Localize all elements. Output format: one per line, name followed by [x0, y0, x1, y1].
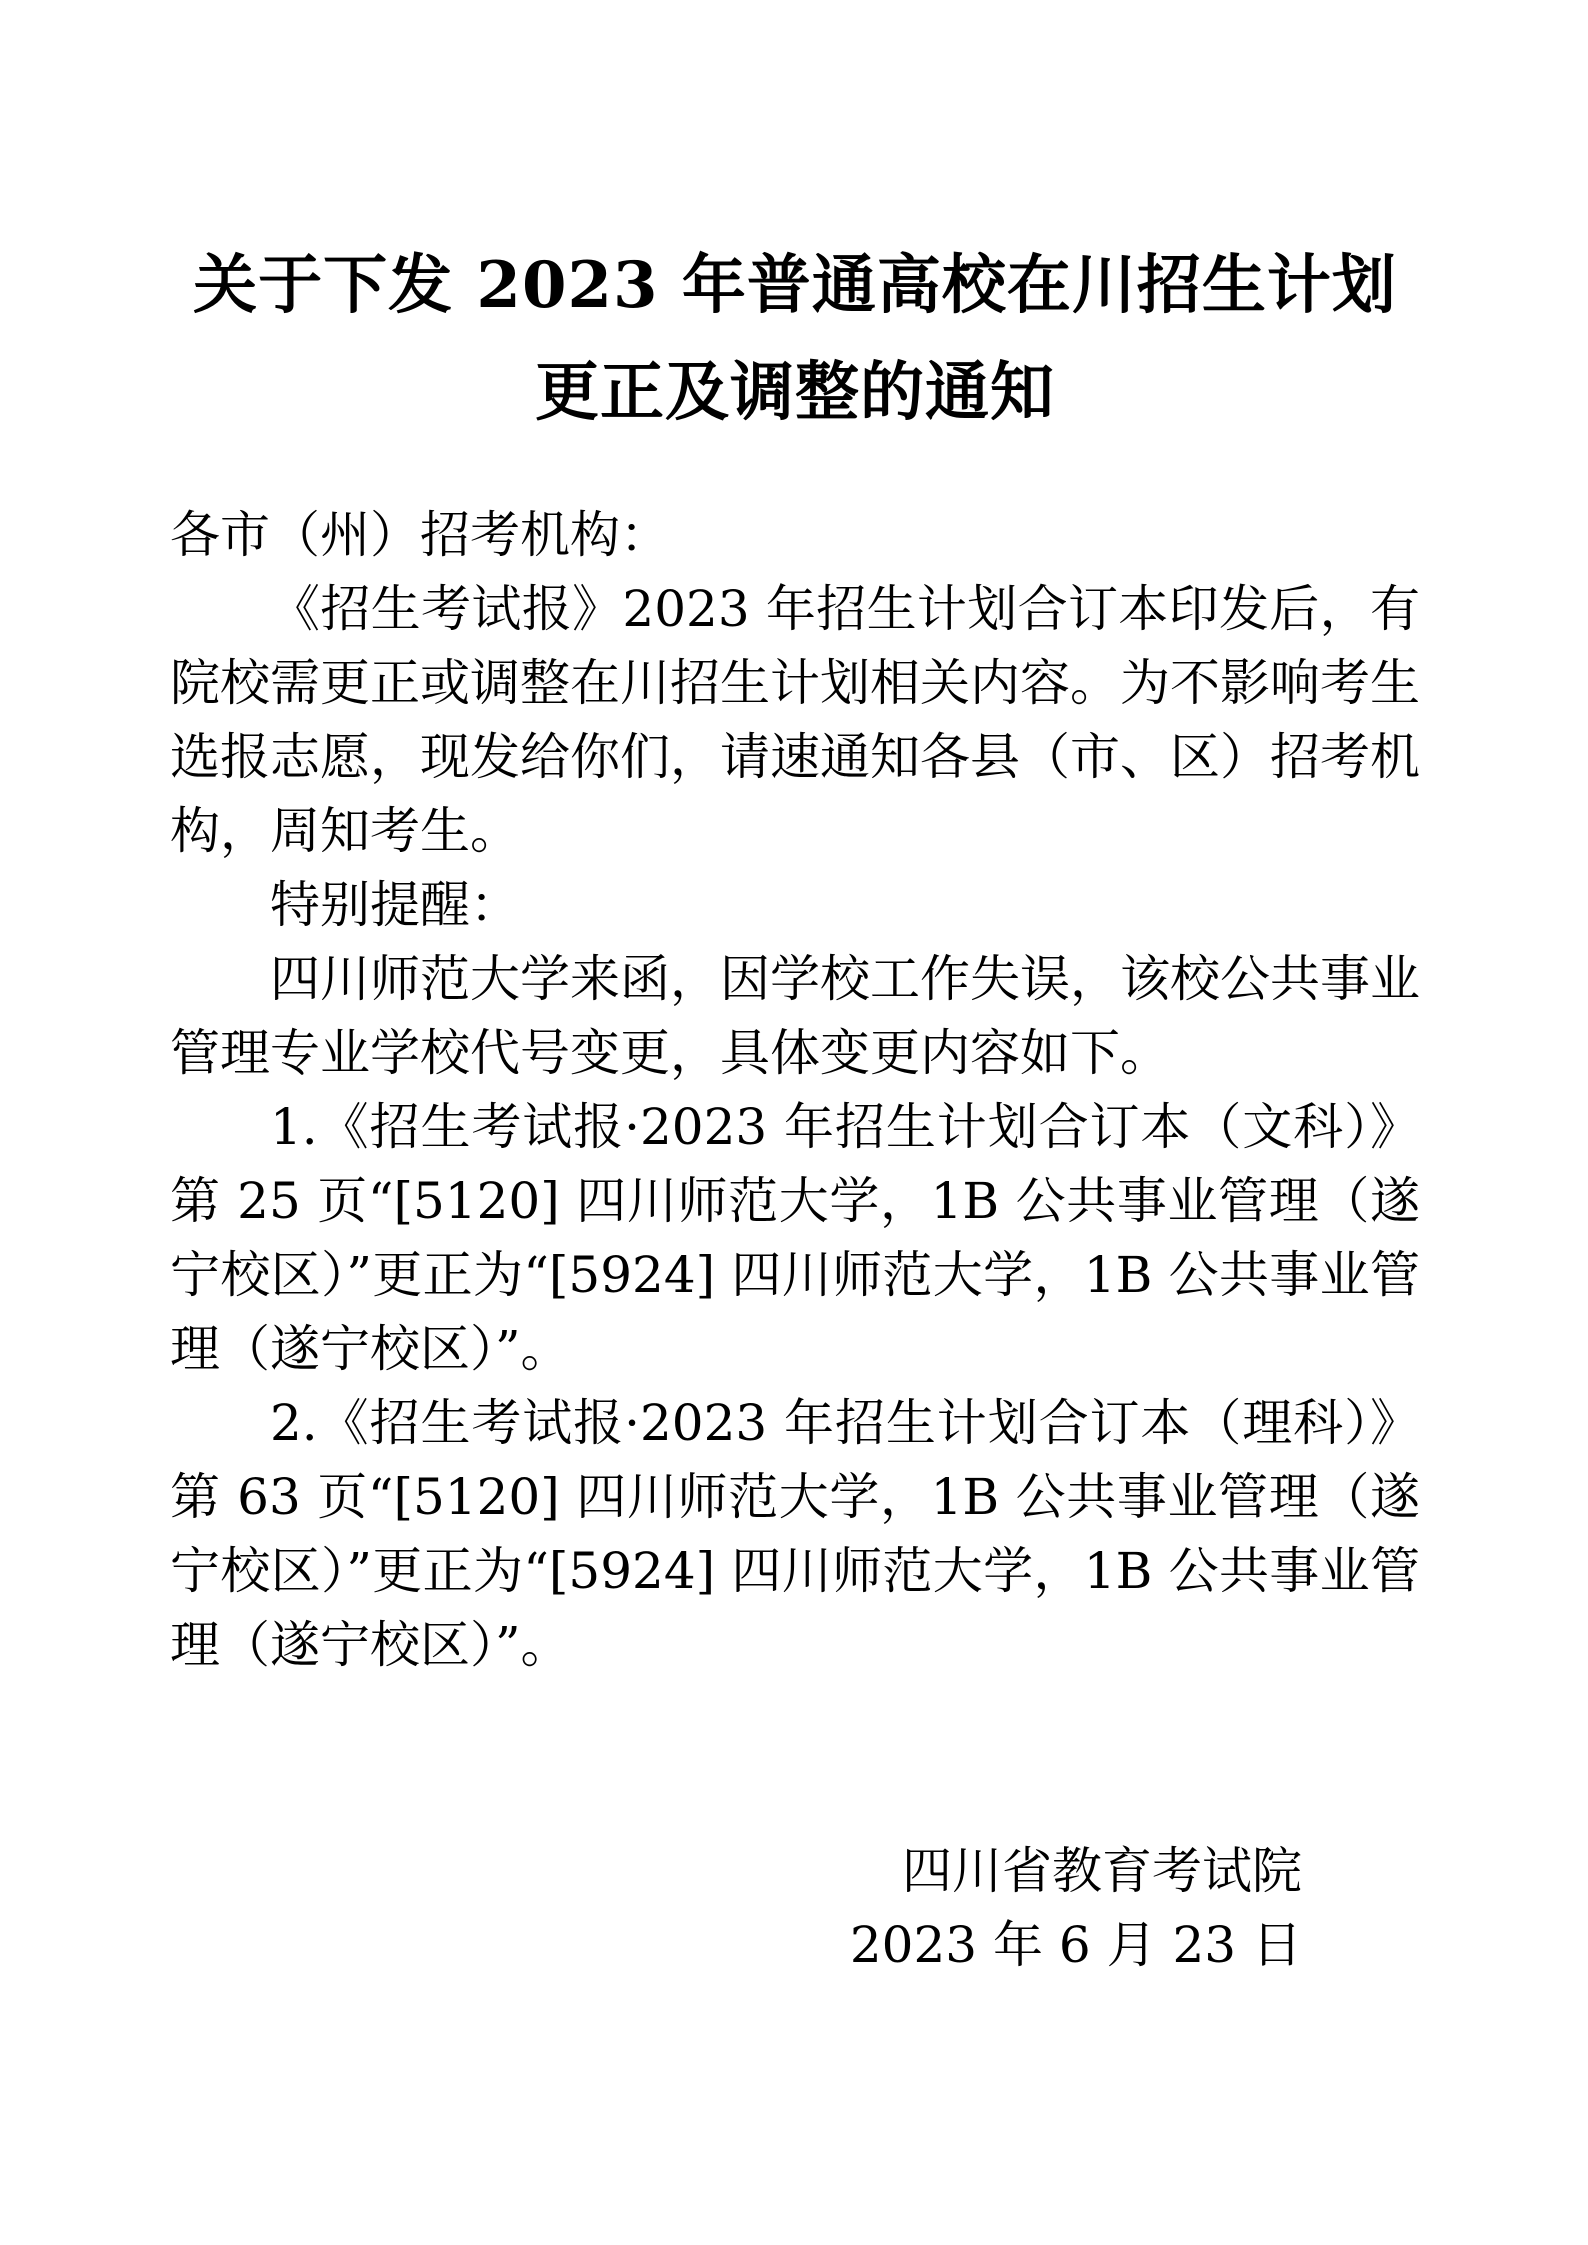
page-title	[170, 232, 1420, 446]
signature-block	[170, 1834, 1420, 1982]
title-line-2: 更正及调整的通知	[535, 355, 1055, 430]
paragraph-item-1: 1.《招生考试报·2023 年招生计划合订本（文科）》第 25 页“[5120] 四川师范大学，1B 公共事业管理（遂宁校区）”更正为“[5924] 四川师范大学，1B 公共事业管理（遂宁校区）”。	[170, 1098, 1420, 1378]
paragraph-intro: 《招生考试报》2023 年招生计划合订本印发后，有院校需更正或调整在川招生计划相关内容。为不影响考生选报志愿，现发给你们，请速通知各县（市、区）招考机构，周知考生。	[170, 580, 1420, 860]
paragraph-special-reminder: 特别提醒：	[270, 876, 520, 934]
issue-date: 2023 年 6 月 23 日	[849, 1916, 1302, 1974]
issuer-name: 四川省教育考试院	[902, 1842, 1302, 1900]
title-line-1: 关于下发 2023 年普通高校在川招生计划	[193, 248, 1397, 323]
document-body	[170, 498, 1420, 1682]
paragraph-item-2: 2.《招生考试报·2023 年招生计划合订本（理科）》第 63 页“[5120] 四川师范大学，1B 公共事业管理（遂宁校区）”更正为“[5924] 四川师范大学，1B 公共事业管理（遂宁校区）”。	[170, 1394, 1420, 1674]
paragraph-reason: 四川师范大学来函，因学校工作失误，该校公共事业管理专业学校代号变更，具体变更内容如下。	[170, 950, 1420, 1082]
salutation: 各市（州）招考机构：	[170, 506, 670, 564]
